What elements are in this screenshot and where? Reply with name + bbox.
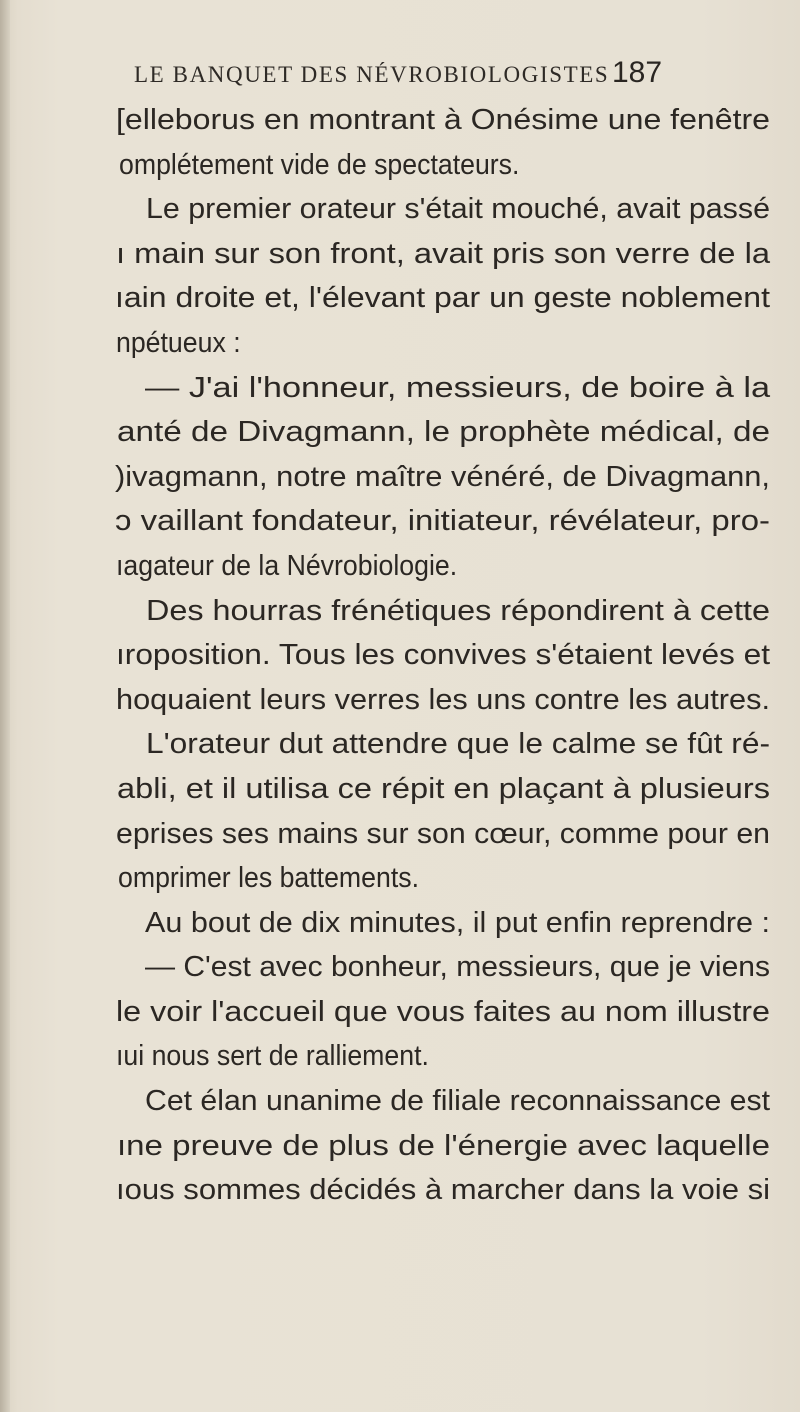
text-line: [0, 1034, 800, 1079]
text-line-content: ɔ vaillant fondateur, initiateur, révélateur, pro-: [115, 505, 770, 538]
text-line: [0, 276, 800, 321]
text-line-content: ıain droite et, l'élevant par un geste noblement: [115, 282, 770, 315]
running-title: LE BANQUET DES NÉVROBIOLOGISTES: [134, 62, 610, 87]
text-line-content: — J'ai l'honneur, messieurs, de boire à la: [145, 371, 771, 404]
text-line-content: ıous sommes décidés à marcher dans la voie si: [116, 1174, 771, 1207]
text-line-content: Au bout de dix minutes, il put enfin reprendre :: [145, 906, 770, 939]
text-line-content: L'orateur dut attendre que le calme se fût ré-: [146, 728, 770, 761]
text-line: [0, 1079, 800, 1124]
text-line: [0, 410, 800, 455]
text-line: [0, 544, 800, 589]
text-line-content: Des hourras frénétiques répondirent à cette: [146, 594, 771, 627]
text-line-content: ıagateur de la Névrobiologie.: [116, 549, 458, 582]
text-line-content: npétueux :: [116, 326, 241, 359]
text-line: [0, 856, 800, 901]
text-line-content: le voir l'accueil que vous faites au nom illustre: [116, 995, 770, 1028]
text-line: [0, 722, 800, 767]
text-line: [0, 98, 800, 143]
text-line-content: ı main sur son front, avait pris son verre de la: [116, 237, 771, 270]
text-line-content: omprimer les battements.: [118, 862, 419, 895]
text-line-content: omplétement vide de spectateurs.: [119, 148, 520, 181]
text-line-content: Cet élan unanime de filiale reconnaissance est: [145, 1085, 771, 1118]
page-header: [0, 56, 800, 96]
page-number: 187: [612, 56, 663, 89]
text-line-content: Le premier orateur s'était mouché, avait passé: [146, 193, 770, 226]
text-line: [0, 990, 800, 1035]
text-line: [0, 633, 800, 678]
text-line: [0, 366, 800, 411]
text-line: [0, 589, 800, 634]
text-line: [0, 945, 800, 990]
text-line: [0, 455, 800, 500]
text-line-content: [elleborus en montrant à Onésime une fenêtre: [116, 104, 770, 136]
text-line: [0, 232, 800, 277]
text-line: [0, 499, 800, 544]
text-line: [0, 321, 800, 366]
text-line-content: — C'est avec bonheur, messieurs, que je viens: [145, 951, 770, 984]
text-line: [0, 767, 800, 812]
text-line-content: )ivagmann, notre maître vénéré, de Divagmann,: [115, 460, 770, 493]
text-line: [0, 1168, 800, 1213]
body-text: [0, 98, 800, 1213]
text-line: [0, 187, 800, 232]
text-line: [0, 812, 800, 857]
text-line: [0, 901, 800, 946]
text-line: [0, 1124, 800, 1169]
text-line-content: ıui nous sert de ralliement.: [116, 1040, 429, 1073]
text-line-content: hoquaient leurs verres les uns contre les autres.: [116, 683, 771, 716]
text-line-content: abli, et il utilisa ce répit en plaçant à plusieurs: [117, 772, 770, 805]
text-line-content: eprises ses mains sur son cœur, comme pour en: [116, 817, 770, 850]
text-line: [0, 678, 800, 723]
text-line-content: ıroposition. Tous les convives s'étaient levés et: [116, 639, 770, 672]
text-line: [0, 143, 800, 188]
text-line-content: ıne preuve de plus de l'énergie avec laquelle: [117, 1129, 771, 1162]
text-line-content: anté de Divagmann, le prophète médical, de: [117, 416, 770, 449]
